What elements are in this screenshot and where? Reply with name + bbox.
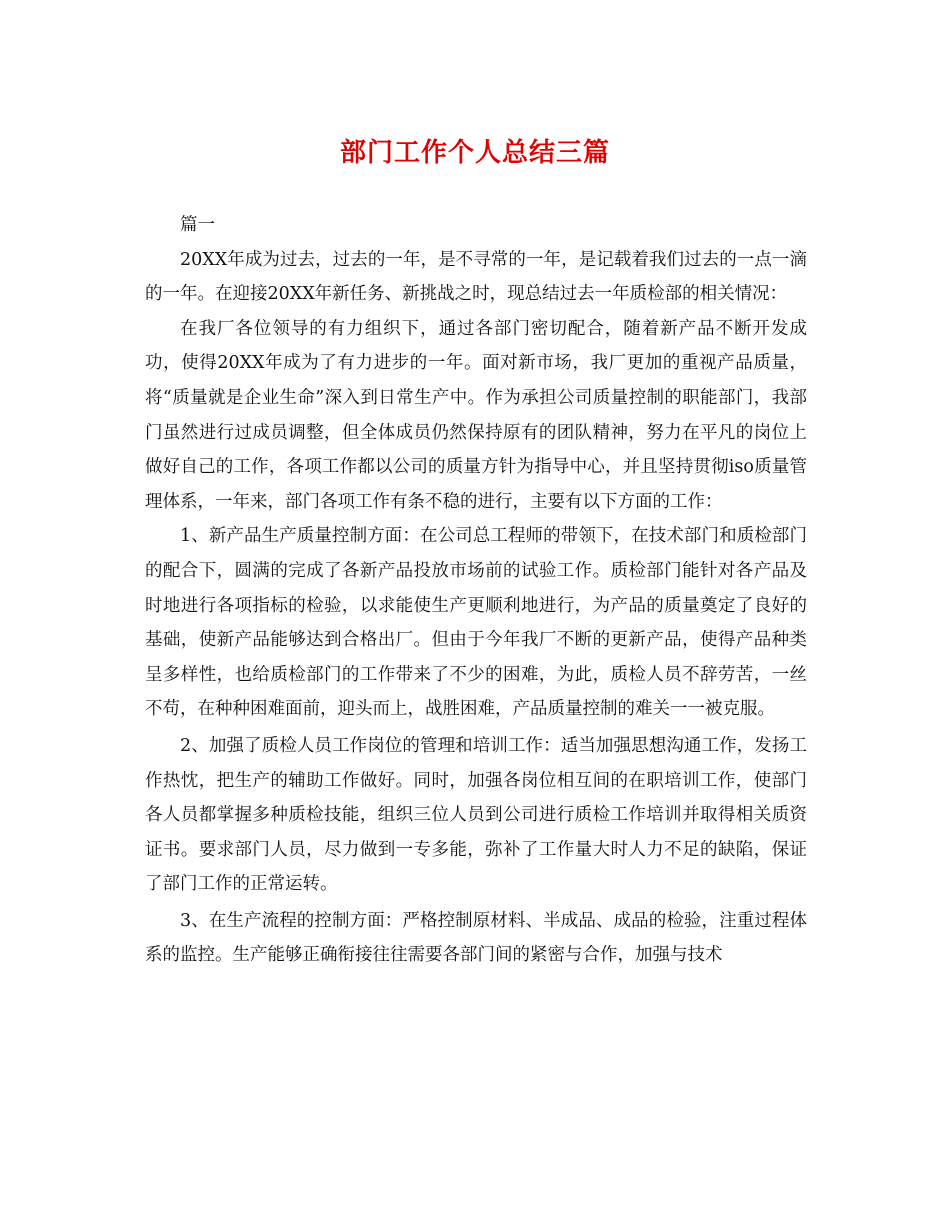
section-heading: 篇一 — [180, 215, 215, 235]
paragraph-intro: 20XX年成为过去，过去的一年，是不寻常的一年，是记载着我们过去的一点一滴的一年。在迎接20XX年新任务、新挑战之时，现总结过去一年质检部的相关情况： — [145, 249, 807, 305]
paragraph-item-1: 1、新产品生产质量控制方面：在公司总工程师的带领下，在技术部门和质检部门的配合下，圆满的完成了各新产品投放市场前的试验工作。质检部门能针对各产品及时地进行各项指标的检验，以求能使生产更顺利地进行，为产品的质量奠定了良好的基础，使新产品能够达到合格出厂。但由于今年我厂不断的更新产品，使得产品种类呈多样性，也给质检部门的工作带来了不少的困难，为此，质检人员不辞劳苦，一丝不苟，在种种困难面前，迎头而上，战胜困难，产品质量控制的难关一一被克服。 — [145, 526, 807, 720]
paragraph-overview: 在我厂各位领导的有力组织下，通过各部门密切配合，随着新产品不断开发成功，使得20XX年成为了有力进步的一年。面对新市场，我厂更加的重视产品质量，将“质量就是企业生命”深入到日常生产中。作为承担公司质量控制的职能部门，我部门虽然进行过成员调整，但全体成员仍然保持原有的团队精神，努力在平凡的岗位上做好自己的工作，各项工作都以公司的质量方针为指导中心，并且坚持贯彻iso质量管理体系，一年来，部门各项工作有条不稳的进行，主要有以下方面的工作： — [145, 318, 807, 512]
document-body — [145, 208, 807, 973]
paragraph-item-3: 3、在生产流程的控制方面：严格控制原材料、半成品、成品的检验，注重过程体系的监控。生产能够正确衔接往往需要各部门间的紧密与合作，加强与技术 — [145, 910, 807, 966]
document-title: 部门工作个人总结三篇 — [339, 138, 610, 168]
paragraph-item-2: 2、加强了质检人员工作岗位的管理和培训工作：适当加强思想沟通工作，发扬工作热忱，把生产的辅助工作做好。同时，加强各岗位相互间的在职培训工作，使部门各人员都掌握多种质检技能，组织三位人员到公司进行质检工作培训并取得相关质资证书。要求部门人员，尽力做到一专多能，弥补了工作量大时人力不足的缺陷，保证了部门工作的正常运转。 — [145, 735, 807, 895]
